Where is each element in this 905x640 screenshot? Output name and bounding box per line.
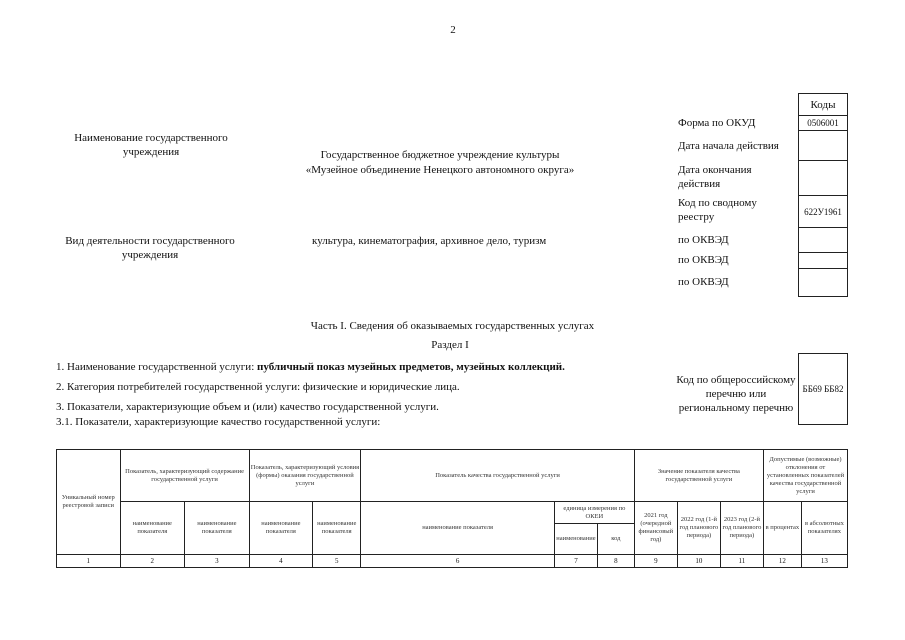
registry-label: Код по сводному реестру: [678, 197, 757, 223]
column-number: 13: [801, 555, 847, 568]
header-quality-name: наименование показателя: [361, 502, 555, 555]
institution-label: Наименование государственного учреждения: [74, 132, 228, 158]
header-quality-indicator: Показатель качества государственной услуги: [361, 450, 635, 502]
codes-title: Коды: [798, 93, 848, 116]
header-conditions-indicator: Показатель, характеризующий условия (формы) оказания государственной услуги: [249, 450, 361, 502]
header-unit-okei: единица измерения по ОКЕИ: [554, 502, 634, 524]
okved-value-1: [798, 227, 848, 253]
header-year-2023: 2023 год (2-й год планового периода): [720, 502, 763, 555]
header-year-2021: 2021 год (очередной финансовый год): [634, 502, 677, 555]
okud-value: 0506001: [798, 115, 848, 131]
okved-label-2: по ОКВЭД: [678, 254, 729, 266]
institution-name-line1: Государственное бюджетное учреждение культуры: [320, 149, 560, 161]
header-content-name-2: наименование показателя: [185, 502, 250, 555]
okved-value-3: [798, 268, 848, 297]
header-conditions-name-1: наименование показателя: [249, 502, 313, 555]
header-unique-number: Уникальный номер реестровой записи: [57, 450, 121, 555]
institution-name-line2: «Музейное объединение Ненецкого автономного округа»: [305, 164, 575, 176]
page-number: 2: [450, 24, 456, 36]
okved-label-3: по ОКВЭД: [678, 276, 729, 288]
registry-value: 622У1961: [798, 195, 848, 228]
column-number: 12: [763, 555, 801, 568]
section-title: Раздел I: [431, 339, 469, 351]
activity-value: культура, кинематография, архивное дело, туризм: [312, 235, 547, 247]
header-allowed-deviation: Допустимые (возможные) отклонения от установленных показателей качества государственной услуги: [763, 450, 847, 502]
consumer-category: 2. Категория потребителей государственной услуги: физические и юридические лица.: [56, 381, 460, 393]
end-date-label: Дата окончания действия: [678, 164, 752, 190]
header-unit-code: код: [597, 524, 634, 555]
activity-label: Вид деятельности государственного учреждения: [65, 235, 235, 261]
column-number: 1: [57, 555, 121, 568]
header-content-indicator: Показатель, характеризующий содержание государственной услуги: [120, 450, 249, 502]
start-date-label: Дата начала действия: [678, 140, 779, 152]
okved-label-1: по ОКВЭД: [678, 234, 729, 246]
header-indicator-values: Значение показателя качества государственной услуги: [634, 450, 763, 502]
okved-value-2: [798, 252, 848, 269]
end-date-value: [798, 160, 848, 196]
quality-indicators-line: 3.1. Показатели, характеризующие качество государственной услуги:: [56, 416, 381, 428]
header-year-2022: 2022 год (1-й год планового периода): [677, 502, 720, 555]
service-name-line: [56, 360, 656, 374]
list-code-value: ББ69 ББ82: [798, 353, 848, 425]
header-absolute: в абсолютных показателях: [801, 502, 847, 555]
column-number: 7: [554, 555, 597, 568]
start-date-value: [798, 130, 848, 161]
column-number: 4: [249, 555, 313, 568]
column-number: 3: [185, 555, 250, 568]
column-number: 10: [677, 555, 720, 568]
column-number: 11: [720, 555, 763, 568]
part-title: Часть I. Сведения об оказываемых государственных услугах: [310, 320, 595, 332]
header-content-name-1: наименование показателя: [120, 502, 185, 555]
column-number: 6: [361, 555, 555, 568]
indicators-line: 3. Показатели, характеризующие объем и (или) качество государственной услуги.: [56, 401, 439, 413]
okud-label: Форма по ОКУД: [678, 117, 756, 129]
column-number: 2: [120, 555, 185, 568]
list-code-label: Код по общероссийскому перечню или региональному перечню: [676, 374, 796, 414]
service-name-label: 1. Наименование государственной услуги:: [56, 361, 255, 373]
quality-table: [56, 449, 848, 568]
column-number: 5: [313, 555, 361, 568]
header-unit-name: наименование: [554, 524, 597, 555]
column-number: 9: [634, 555, 677, 568]
service-name-value: публичный показ музейных предметов, музейных коллекций.: [257, 361, 565, 373]
header-conditions-name-2: наименование показателя: [313, 502, 361, 555]
column-number: 8: [597, 555, 634, 568]
header-percent: в процентах: [763, 502, 801, 555]
